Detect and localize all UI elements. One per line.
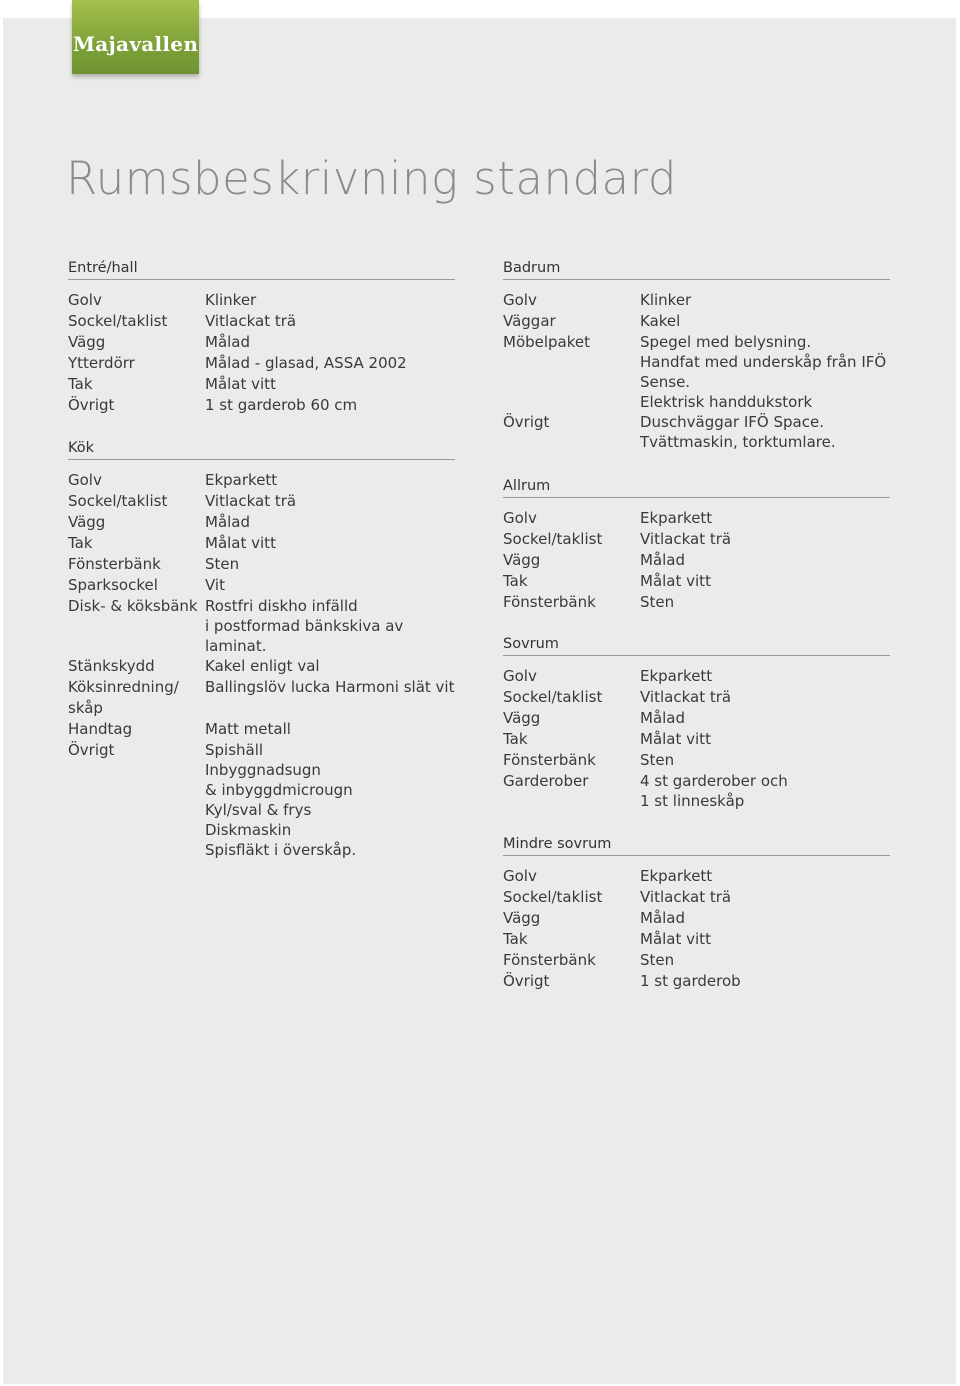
spec-list xyxy=(68,290,455,416)
spec-label: Vägg xyxy=(503,551,541,569)
spec-value-line: Klinker xyxy=(205,291,257,309)
spec-value xyxy=(640,592,890,613)
spec-value xyxy=(640,908,890,929)
spec-list xyxy=(503,290,890,452)
spec-value xyxy=(640,929,890,950)
spec-value xyxy=(640,412,890,452)
spec-row xyxy=(503,908,890,929)
spec-value-line: Sten xyxy=(205,555,240,573)
spec-label: Fönsterbänk xyxy=(68,555,161,573)
spec-value-line: 4 st garderober och xyxy=(640,772,788,790)
section-title: Sovrum xyxy=(503,635,890,656)
spec-value xyxy=(640,311,890,332)
spec-value-line: Målat vitt xyxy=(640,930,711,948)
spec-label: Tak xyxy=(503,730,528,748)
spec-value-line: Kakel xyxy=(640,312,681,330)
spec-row xyxy=(68,719,455,740)
spec-value xyxy=(205,311,455,332)
spec-value xyxy=(640,866,890,887)
section-title: Badrum xyxy=(503,259,890,280)
spec-label: Sockel/taklist xyxy=(503,888,603,906)
spec-row xyxy=(68,656,455,677)
section-badrum xyxy=(503,259,890,452)
spec-value-line: 1 st linneskåp xyxy=(640,792,745,810)
section-kok xyxy=(68,439,455,860)
spec-label: Golv xyxy=(503,509,537,527)
spec-value-line: Elektrisk handdukstork xyxy=(640,393,813,411)
spec-value-line: Sten xyxy=(640,593,675,611)
spec-row xyxy=(68,470,455,491)
spec-row xyxy=(68,596,455,656)
spec-value xyxy=(640,708,890,729)
spec-value-line: Ekparkett xyxy=(640,509,713,527)
spec-label: Fönsterbänk xyxy=(503,951,596,969)
spec-row xyxy=(503,550,890,571)
section-title: Mindre sovrum xyxy=(503,835,890,856)
spec-row xyxy=(503,571,890,592)
brand-logo xyxy=(72,0,199,74)
spec-label: Disk- & köksbänk xyxy=(68,597,198,615)
spec-label: Sockel/taklist xyxy=(68,312,168,330)
spec-label: Sockel/taklist xyxy=(68,492,168,510)
spec-value xyxy=(640,687,890,708)
page-title: Rumsbeskrivning standard xyxy=(66,152,677,205)
spec-value xyxy=(640,571,890,592)
spec-label: Tak xyxy=(68,534,93,552)
spec-label: Sockel/taklist xyxy=(503,688,603,706)
spec-row xyxy=(68,374,455,395)
spec-row xyxy=(68,554,455,575)
spec-list xyxy=(503,866,890,992)
spec-value xyxy=(640,508,890,529)
spec-value-line: 1 st garderob 60 cm xyxy=(205,396,358,414)
spec-row xyxy=(68,353,455,374)
spec-label: Övrigt xyxy=(503,413,550,431)
spec-value-line: Vit xyxy=(205,576,225,594)
spec-value xyxy=(640,529,890,550)
spec-label: Sparksockel xyxy=(68,576,158,594)
spec-value xyxy=(640,950,890,971)
section-mindre-sovrum xyxy=(503,835,890,992)
spec-label: Övrigt xyxy=(68,396,115,414)
spec-label: Möbelpaket xyxy=(503,333,591,351)
spec-label: Fönsterbänk xyxy=(503,751,596,769)
spec-value-line: Målat vitt xyxy=(205,534,276,552)
spec-label: Golv xyxy=(503,291,537,309)
section-title: Allrum xyxy=(503,477,890,498)
spec-value-line: Vitlackat trä xyxy=(640,688,732,706)
spec-value xyxy=(205,353,455,374)
spec-label: Ytterdörr xyxy=(68,354,135,372)
spec-value-line: Ballingslöv lucka Harmoni slät vit xyxy=(205,678,455,696)
spec-value xyxy=(205,533,455,554)
spec-value-line: Inbyggnadsugn xyxy=(205,761,321,779)
spec-value xyxy=(640,290,890,311)
spec-row xyxy=(503,687,890,708)
spec-row xyxy=(503,971,890,992)
spec-row xyxy=(503,412,890,452)
spec-label: Vägg xyxy=(68,513,106,531)
spec-list xyxy=(503,666,890,811)
spec-value xyxy=(640,971,890,992)
spec-row xyxy=(503,529,890,550)
spec-value xyxy=(205,491,455,512)
spec-value-line: Vitlackat trä xyxy=(640,530,732,548)
spec-value-line: 1 st garderob xyxy=(640,972,741,990)
spec-value-line: Målad xyxy=(640,909,686,927)
spec-value-line: Målat vitt xyxy=(640,730,711,748)
spec-row xyxy=(68,740,455,860)
spec-label: Tak xyxy=(68,375,93,393)
spec-value-line: Sten xyxy=(640,951,675,969)
spec-label: Golv xyxy=(68,291,102,309)
spec-label: Golv xyxy=(503,667,537,685)
spec-label: Garderober xyxy=(503,772,589,790)
spec-row xyxy=(503,332,890,412)
spec-row xyxy=(68,491,455,512)
spec-list xyxy=(68,470,455,860)
spec-value-line: Klinker xyxy=(640,291,692,309)
spec-value xyxy=(205,719,455,740)
spec-value-line: Målad xyxy=(640,551,686,569)
spec-value-line: Spegel med belysning. xyxy=(640,333,812,351)
spec-value xyxy=(640,332,890,412)
spec-row xyxy=(503,750,890,771)
spec-label: Sockel/taklist xyxy=(503,530,603,548)
spec-label: Handtag xyxy=(68,720,133,738)
spec-value-line: Sense. xyxy=(640,373,691,391)
spec-value xyxy=(640,887,890,908)
spec-label: Övrigt xyxy=(68,741,115,759)
spec-value-line: Handfat med underskåp från IFÖ xyxy=(640,353,887,371)
spec-row xyxy=(68,512,455,533)
spec-value-line: Ekparkett xyxy=(640,667,713,685)
spec-value xyxy=(205,554,455,575)
spec-label: Golv xyxy=(68,471,102,489)
spec-value xyxy=(205,395,455,416)
section-sovrum xyxy=(503,635,890,811)
spec-label: Golv xyxy=(503,867,537,885)
spec-value xyxy=(640,666,890,687)
spec-value-line: Kyl/sval & frys xyxy=(205,801,312,819)
spec-value-line: Vitlackat trä xyxy=(205,312,297,330)
spec-value xyxy=(640,550,890,571)
spec-row xyxy=(503,866,890,887)
spec-value-line: Duschväggar IFÖ Space. xyxy=(640,413,824,431)
section-entre xyxy=(68,259,455,416)
spec-row xyxy=(503,950,890,971)
spec-row xyxy=(68,332,455,353)
section-allrum xyxy=(503,477,890,613)
spec-row xyxy=(503,290,890,311)
spec-label: Övrigt xyxy=(503,972,550,990)
spec-label: Vägg xyxy=(68,333,106,351)
spec-row xyxy=(503,929,890,950)
spec-value xyxy=(205,596,455,656)
spec-value xyxy=(205,332,455,353)
spec-label: Tak xyxy=(503,572,528,590)
spec-row xyxy=(68,290,455,311)
spec-label: Vägg xyxy=(503,909,541,927)
spec-value-line: Spishäll xyxy=(205,741,264,759)
spec-value xyxy=(640,729,890,750)
spec-row xyxy=(503,729,890,750)
spec-value xyxy=(205,575,455,596)
spec-value-line: & inbyggdmicrougn xyxy=(205,781,353,799)
spec-value xyxy=(640,750,890,771)
spec-row xyxy=(503,311,890,332)
spec-value xyxy=(205,512,455,533)
spec-label: Väggar xyxy=(503,312,556,330)
spec-value-line: Målad xyxy=(205,513,251,531)
spec-value-line: Målat vitt xyxy=(640,572,711,590)
spec-value xyxy=(205,374,455,395)
spec-value xyxy=(205,740,455,860)
spec-list xyxy=(503,508,890,613)
spec-value-line: Målad xyxy=(640,709,686,727)
spec-value-line: Målat vitt xyxy=(205,375,276,393)
spec-row xyxy=(68,575,455,596)
section-title: Kök xyxy=(68,439,455,460)
spec-row xyxy=(503,771,890,811)
spec-row xyxy=(503,592,890,613)
spec-value-line: Ekparkett xyxy=(640,867,713,885)
spec-value-line: Spisfläkt i överskåp. xyxy=(205,841,357,859)
spec-value xyxy=(205,677,455,719)
spec-value xyxy=(205,290,455,311)
spec-value xyxy=(205,470,455,491)
spec-value xyxy=(205,656,455,677)
spec-value-line: Sten xyxy=(640,751,675,769)
spec-value-line: Vitlackat trä xyxy=(205,492,297,510)
spec-row xyxy=(68,395,455,416)
spec-label: Tak xyxy=(503,930,528,948)
spec-label: Fönsterbänk xyxy=(503,593,596,611)
spec-value xyxy=(640,771,890,811)
spec-value-line: Målad - glasad, ASSA 2002 xyxy=(205,354,407,372)
spec-row xyxy=(68,533,455,554)
spec-value-line: i postformad bänkskiva av laminat. xyxy=(205,617,404,655)
spec-value-line: Tvättmaskin, torktumlare. xyxy=(640,433,836,451)
spec-value-line: Matt metall xyxy=(205,720,291,738)
spec-label: Köksinredning/ skåp xyxy=(68,678,179,717)
spec-label: Vägg xyxy=(503,709,541,727)
spec-value-line: Rostfri diskho infälld xyxy=(205,597,358,615)
spec-value-line: Målad xyxy=(205,333,251,351)
spec-row xyxy=(68,311,455,332)
spec-label: Stänkskydd xyxy=(68,657,155,675)
spec-value-line: Ekparkett xyxy=(205,471,278,489)
spec-row xyxy=(503,666,890,687)
section-title: Entré/hall xyxy=(68,259,455,280)
spec-row xyxy=(503,708,890,729)
spec-value-line: Diskmaskin xyxy=(205,821,292,839)
spec-row xyxy=(503,508,890,529)
spec-value-line: Kakel enligt val xyxy=(205,657,320,675)
spec-row xyxy=(503,887,890,908)
spec-value-line: Vitlackat trä xyxy=(640,888,732,906)
spec-row xyxy=(68,677,455,719)
brand-name: Majavallen xyxy=(72,32,199,56)
